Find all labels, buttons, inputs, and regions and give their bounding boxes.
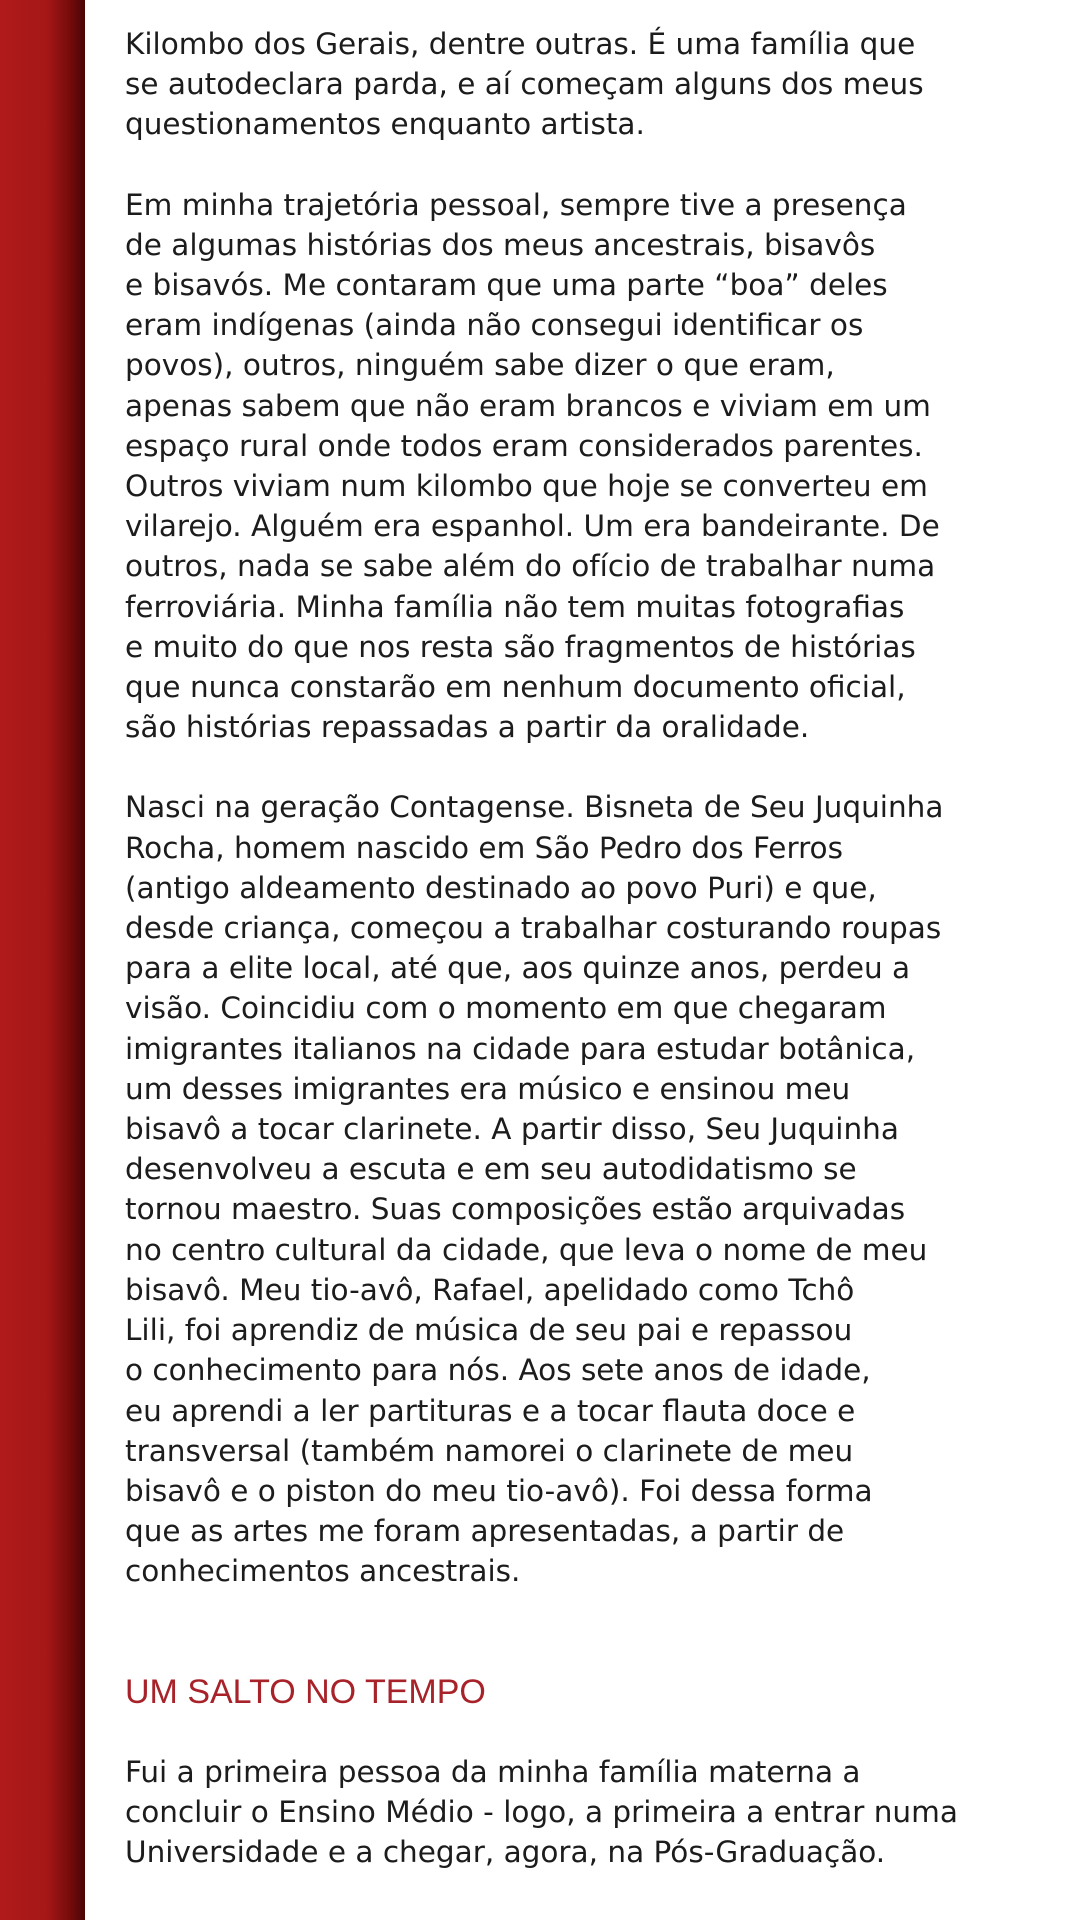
paragraph-family-origins: Kilombo dos Gerais, dentre outras. É uma família que se autodeclara parda, e aí começam alguns dos meus questionamentos enquanto artista. [125, 27, 924, 142]
decorative-side-stripe [0, 0, 85, 1920]
paragraph-education: Fui a primeira pessoa da minha família materna a concluir o Ensino Médio - logo, a primeira a entrar numa Universidade e a chegar, agora, na Pós-Graduação. [125, 1754, 958, 1869]
paragraph-music-heritage: Nasci na geração Contagense. Bisneta de Seu Juquinha Rocha, homem nascido em São Pedro dos Ferros (antigo aldeamento destinado ao povo Puri) e que, desde criança, começou a trabalhar costurando roupas para a elite local, até que, aos quinze anos, perdeu a visão. Coincidiu com o momento em que chegaram imigrantes italianos na cidade para estudar botânica, um desses imigrantes era músico e ensinou meu bisavô a tocar clarinete. A partir disso, Seu Juquinha desenvolveu a escuta e em seu autodidatismo se tornou maestro. Suas composições estão arquivadas no centro cultural da cidade, que leva o nome de meu bisavô. Meu tio-avô, Rafael, apelidado como Tchô Lili, foi aprendiz de música de seu pai e repassou o conhecimento para nós. Aos sete anos de idade, eu aprendi a ler partituras e a tocar flauta doce e transversal (também namorei o clarinete de meu bisavô e o piston do meu tio-avô). Foi dessa forma que as artes me foram apresentadas, a partir de conhecimentos ancestrais. [125, 790, 944, 1589]
paragraph-ancestral-stories: Em minha trajetória pessoal, sempre tive a presença de algumas histórias dos meus ancestrais, bisavôs e bisavós. Me contaram que uma parte “boa” deles eram indígenas (ainda não consegui identificar os povos), outros, ninguém sabe dizer o que eram, apenas sabem que não eram brancos e viviam em um espaço rural onde todos eram considerados parentes. Outros viviam num kilombo que hoje se converteu em vilarejo. Alguém era espanhol. Um era bandeirante. De outros, nada se sabe além do ofício de trabalhar numa ferroviária. Minha família não tem muitas fotografias e muito do que nos resta são fragmentos de histórias que nunca constarão em nenhum documento oficial, são histórias repassadas a partir da oralidade. [125, 187, 940, 745]
section-heading: UM SALTO NO TEMPO [125, 1672, 486, 1711]
page-content [125, 24, 1040, 1872]
